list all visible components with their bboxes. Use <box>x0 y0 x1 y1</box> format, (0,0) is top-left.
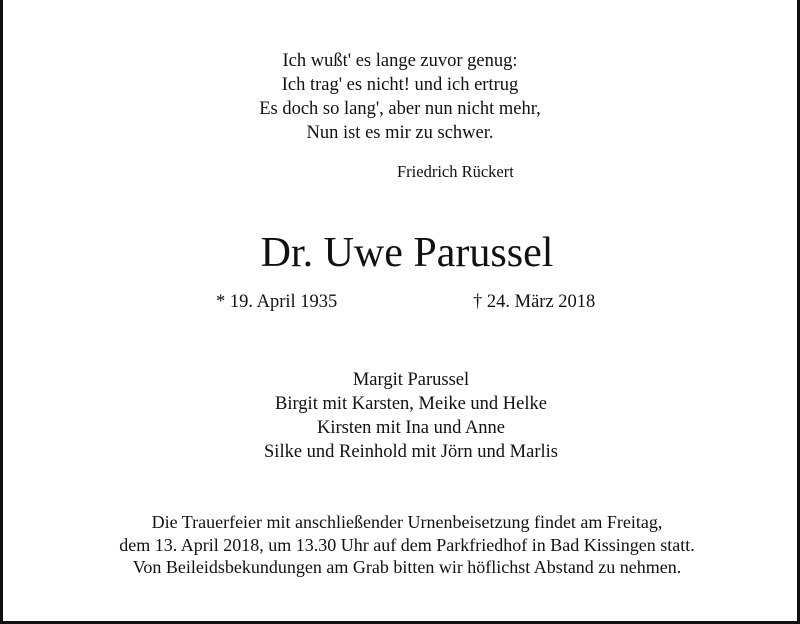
mourner-line: Margit Parussel <box>352 370 470 390</box>
birth-date: * 19. April 1935 <box>216 292 338 312</box>
poem-line: Nun ist es mir zu schwer. <box>306 123 494 143</box>
death-date: † 24. März 2018 <box>473 292 596 312</box>
poem-author: Friedrich Rückert <box>397 162 514 181</box>
mourner-line: Kirsten mit Ina und Anne <box>316 418 506 438</box>
poem-line: Ich wußt' es lange zuvor genug: <box>282 51 518 71</box>
poem-line: Es doch so lang', aber nun nicht mehr, <box>259 99 541 119</box>
deceased-name: Dr. Uwe Parussel <box>260 230 554 276</box>
notice-line: dem 13. April 2018, um 13.30 Uhr auf dem Parkfriedhof in Bad Kissingen statt. <box>119 534 695 555</box>
funeral-notice <box>3 511 800 579</box>
mourner-line: Birgit mit Karsten, Meike und Helke <box>275 394 547 414</box>
mourners-list <box>3 368 800 464</box>
poem-line: Ich trag' es nicht! und ich ertrug <box>281 75 519 95</box>
mourner-line: Silke und Reinhold mit Jörn und Marlis <box>264 442 558 462</box>
notice-line: Die Trauerfeier mit anschließender Urnenbeisetzung findet am Freitag, <box>151 512 663 532</box>
poem-quote <box>3 49 797 145</box>
notice-line: Von Beileidsbekundungen am Grab bitten wir höflichst Abstand zu nehmen. <box>132 557 682 577</box>
